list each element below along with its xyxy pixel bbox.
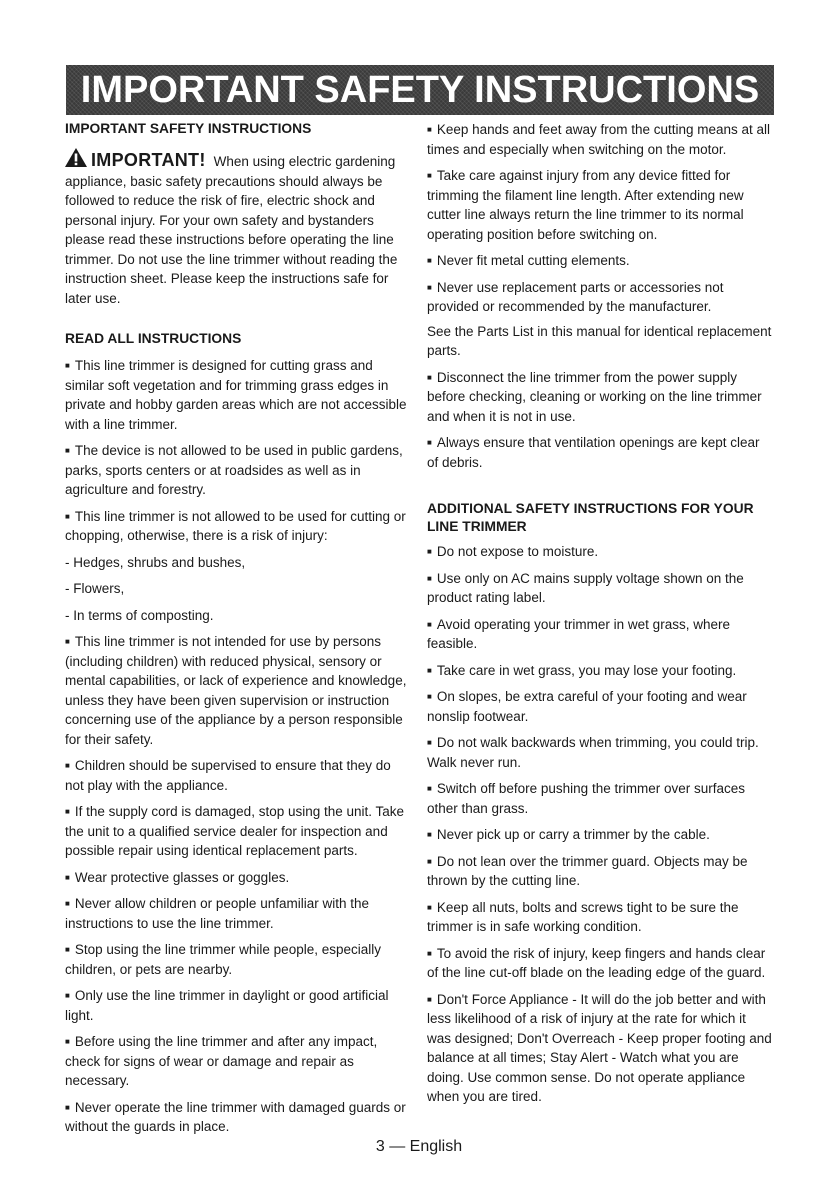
list-item: ■ Keep hands and feet away from the cutting means at all times and especially when switching on the motor. [427, 120, 773, 159]
list-item: ■ On slopes, be extra careful of your footing and wear nonslip footwear. [427, 687, 773, 726]
list-item: ■ Never fit metal cutting elements. [427, 251, 773, 271]
list-item: ■ Children should be supervised to ensure that they do not play with the appliance. [65, 756, 413, 795]
important-notice [65, 148, 413, 308]
list-item: ■ Switch off before pushing the trimmer over surfaces other than grass. [427, 779, 773, 818]
dash-item: - Hedges, shrubs and bushes, [65, 554, 246, 570]
list-item: ■ Never use replacement parts or accessories not provided or recommended by the manufacturer. [427, 278, 773, 317]
parts-note: See the Parts List in this manual for identical replacement parts. [427, 323, 772, 358]
important-label: IMPORTANT! [91, 150, 206, 170]
list-item: ■ Don't Force Appliance - It will do the job better and with less likelihood of a risk of injury at the rate for which it was designed; Don't Overreach - Keep proper footing and balance at all times; Stay Alert - Watch what you are doing. Use common sense. Do not operate appliance when you are tired. [427, 990, 773, 1107]
list-item: ■ Never allow children or people unfamiliar with the instructions to use the line trimmer. [65, 894, 413, 933]
important-text: When using electric gardening appliance, basic safety precautions should always be followed to reduce the risk of fire, electric shock and personal injury. For your own safety and bystanders please read these instructions before operating the line trimmer. Do not use the line trimmer without reading the instruction sheet. Please keep the instructions safe for later use. [65, 154, 398, 306]
banner-title: IMPORTANT SAFETY INSTRUCTIONS [80, 69, 760, 111]
list-item: ■ This line trimmer is not intended for use by persons (including children) with reduced physical, sensory or mental capabilities, or lack of experience and knowledge, unless they have been given supervision or instruction concerning use of the appliance by a person responsible for their safety. [65, 632, 413, 749]
warning-triangle-icon [65, 148, 87, 167]
right-column [427, 120, 773, 1114]
list-item: ■ Do not walk backwards when trimming, you could trip. Walk never run. [427, 733, 773, 772]
dash-item: - In terms of composting. [65, 607, 214, 623]
list-item: ■ Stop using the line trimmer while people, especially children, or pets are nearby. [65, 940, 413, 979]
list-item: ■ Always ensure that ventilation openings are kept clear of debris. [427, 433, 773, 472]
list-item: ■ Never pick up or carry a trimmer by the cable. [427, 825, 773, 845]
list-item: ■ This line trimmer is not allowed to be used for cutting or chopping, otherwise, there is a risk of injury: [65, 507, 413, 546]
list-item: ■ Do not lean over the trimmer guard. Objects may be thrown by the cutting line. [427, 852, 773, 891]
section-heading-important-safety: IMPORTANT SAFETY INSTRUCTIONS [65, 121, 312, 136]
section-heading-read-all: READ ALL INSTRUCTIONS [65, 331, 242, 346]
list-item: ■ Wear protective glasses or goggles. [65, 868, 413, 888]
list-item: ■ Never operate the line trimmer with damaged guards or without the guards in place. [65, 1098, 413, 1137]
list-item: ■ Before using the line trimmer and after any impact, check for signs of wear or damage and repair as necessary. [65, 1032, 413, 1091]
list-item: ■ This line trimmer is designed for cutting grass and similar soft vegetation and for trimming grass edges in private and hobby garden areas which are not accessible with a line trimmer. [65, 356, 413, 434]
page-footer: 3 — English [375, 1138, 463, 1155]
list-item: ■ Do not expose to moisture. [427, 542, 773, 562]
section-heading-additional: ADDITIONAL SAFETY INSTRUCTIONS FOR YOUR LINE TRIMMER [427, 501, 754, 534]
dash-item: - Flowers, [65, 581, 125, 596]
page-banner [66, 65, 774, 115]
list-item: ■ Disconnect the line trimmer from the power supply before checking, cleaning or working on the line trimmer and when it is not in use. [427, 368, 773, 427]
list-item: ■ Use only on AC mains supply voltage shown on the product rating label. [427, 569, 773, 608]
list-item: ■ Take care against injury from any device fitted for trimming the filament line length. After extending new cutter line always return the line trimmer to its normal operating position before switching on. [427, 166, 773, 244]
list-item: ■ If the supply cord is damaged, stop using the unit. Take the unit to a qualified service dealer for inspection and possible repair using identical replacement parts. [65, 802, 413, 861]
list-item: ■ Keep all nuts, bolts and screws tight to be sure the trimmer is in safe working condition. [427, 898, 773, 937]
list-item: ■ To avoid the risk of injury, keep fingers and hands clear of the line cut-off blade on the leading edge of the guard. [427, 944, 773, 983]
list-item: ■ Take care in wet grass, you may lose your footing. [427, 661, 773, 681]
list-item: ■ Only use the line trimmer in daylight or good artificial light. [65, 986, 413, 1025]
list-item: ■ The device is not allowed to be used in public gardens, parks, sports centers or at roadsides as well as in agriculture and forestry. [65, 441, 413, 500]
left-column [65, 120, 413, 1144]
list-item: ■ Avoid operating your trimmer in wet grass, where feasible. [427, 615, 773, 654]
